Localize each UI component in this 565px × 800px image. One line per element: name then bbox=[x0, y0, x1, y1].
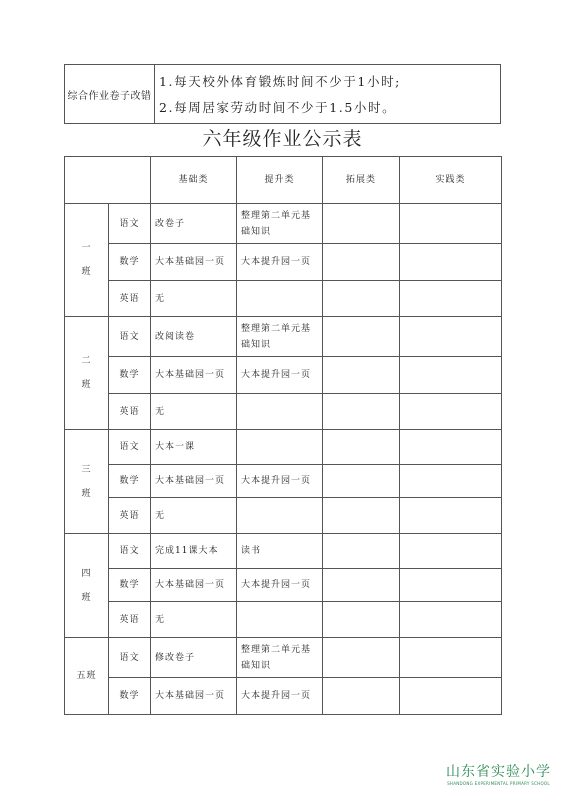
school-logo bbox=[446, 761, 551, 786]
basic-cell: 无 bbox=[151, 281, 237, 317]
top-note-label: 综合作业卷子改错 bbox=[65, 65, 155, 123]
expand-cell bbox=[323, 204, 400, 244]
improve-cell: 整理第二单元基础知识 bbox=[237, 317, 323, 357]
class-name-part: 班 bbox=[81, 488, 92, 499]
basic-cell: 大本基础园一页 bbox=[151, 569, 237, 602]
class-name-cell bbox=[65, 534, 109, 638]
basic-cell: 改阅读卷 bbox=[151, 317, 237, 357]
subject-cell: 数学 bbox=[109, 569, 151, 602]
expand-cell bbox=[323, 317, 400, 357]
practice-cell bbox=[400, 244, 502, 281]
class-name-part: 五班 bbox=[76, 671, 97, 681]
expand-cell bbox=[323, 602, 400, 638]
practice-cell bbox=[400, 281, 502, 317]
improve-cell: 大本提升园一页 bbox=[237, 465, 323, 498]
improve-cell: 整理第二单元基础知识 bbox=[237, 204, 323, 244]
practice-cell bbox=[400, 357, 502, 394]
table-row bbox=[65, 244, 502, 281]
table-row bbox=[65, 357, 502, 394]
subject-cell: 英语 bbox=[109, 498, 151, 534]
basic-cell: 大本基础园一页 bbox=[151, 678, 237, 715]
table-row bbox=[65, 534, 502, 569]
improve-cell: 大本提升园一页 bbox=[237, 678, 323, 715]
school-logo-english: SHANDONG EXPERIMENTAL PRIMARY SCHOOL bbox=[447, 781, 550, 786]
improve-cell: 大本提升园一页 bbox=[237, 244, 323, 281]
header-cell-practice: 实践类 bbox=[400, 157, 502, 204]
subject-cell: 英语 bbox=[109, 394, 151, 430]
practice-cell bbox=[400, 394, 502, 430]
expand-cell bbox=[323, 244, 400, 281]
improve-cell bbox=[237, 498, 323, 534]
basic-cell: 完成11课大本 bbox=[151, 534, 237, 569]
subject-cell: 语文 bbox=[109, 430, 151, 465]
practice-cell bbox=[400, 498, 502, 534]
subject-cell: 数学 bbox=[109, 244, 151, 281]
expand-cell bbox=[323, 678, 400, 715]
expand-cell bbox=[323, 534, 400, 569]
class-name-part: 三 bbox=[81, 464, 92, 475]
basic-cell: 无 bbox=[151, 394, 237, 430]
table-row bbox=[65, 317, 502, 357]
practice-cell bbox=[400, 534, 502, 569]
improve-cell: 大本提升园一页 bbox=[237, 569, 323, 602]
expand-cell bbox=[323, 498, 400, 534]
subject-cell: 语文 bbox=[109, 317, 151, 357]
practice-cell bbox=[400, 602, 502, 638]
class-name-part: 班 bbox=[81, 592, 92, 603]
practice-cell bbox=[400, 569, 502, 602]
class-name-cell bbox=[65, 638, 109, 715]
expand-cell bbox=[323, 281, 400, 317]
subject-cell: 英语 bbox=[109, 281, 151, 317]
top-note-lines bbox=[155, 65, 500, 123]
table-row bbox=[65, 569, 502, 602]
subject-cell: 语文 bbox=[109, 534, 151, 569]
class-name-part: 班 bbox=[81, 380, 92, 390]
table-header-row bbox=[65, 157, 502, 204]
improve-cell bbox=[237, 602, 323, 638]
basic-cell: 无 bbox=[151, 602, 237, 638]
expand-cell bbox=[323, 638, 400, 678]
header-cell-improve: 提升类 bbox=[237, 157, 323, 204]
class-name-part: 班 bbox=[81, 267, 92, 277]
improve-cell bbox=[237, 281, 323, 317]
table-row bbox=[65, 602, 502, 638]
table-row bbox=[65, 204, 502, 244]
improve-cell bbox=[237, 394, 323, 430]
practice-cell bbox=[400, 430, 502, 465]
page-title: 六年级作业公示表 bbox=[202, 128, 363, 150]
class-name-cell bbox=[65, 204, 109, 317]
improve-cell: 读书 bbox=[237, 534, 323, 569]
expand-cell bbox=[323, 430, 400, 465]
top-note-line-1: 1.每天校外体育锻炼时间不少于1小时; bbox=[159, 74, 401, 89]
practice-cell bbox=[400, 317, 502, 357]
header-cell-blank bbox=[65, 157, 151, 204]
table-row bbox=[65, 678, 502, 715]
expand-cell bbox=[323, 357, 400, 394]
class-name-cell bbox=[65, 317, 109, 430]
improve-cell: 大本提升园一页 bbox=[237, 357, 323, 394]
basic-cell: 无 bbox=[151, 498, 237, 534]
subject-cell: 数学 bbox=[109, 678, 151, 715]
subject-cell: 数学 bbox=[109, 465, 151, 498]
class-name-part: 一 bbox=[81, 243, 92, 253]
basic-cell: 大本基础园一页 bbox=[151, 357, 237, 394]
subject-cell: 语文 bbox=[109, 638, 151, 678]
practice-cell bbox=[400, 638, 502, 678]
practice-cell bbox=[400, 465, 502, 498]
practice-cell bbox=[400, 204, 502, 244]
improve-cell bbox=[237, 430, 323, 465]
table-row bbox=[65, 430, 502, 465]
homework-table bbox=[64, 156, 502, 715]
header-cell-basic: 基础类 bbox=[151, 157, 237, 204]
expand-cell bbox=[323, 394, 400, 430]
class-name-part: 二 bbox=[81, 356, 92, 366]
table-row bbox=[65, 638, 502, 678]
improve-cell: 整理第二单元基础知识 bbox=[237, 638, 323, 678]
subject-cell: 英语 bbox=[109, 602, 151, 638]
class-name-cell bbox=[65, 430, 109, 534]
practice-cell bbox=[400, 678, 502, 715]
table-row bbox=[65, 465, 502, 498]
table-row bbox=[65, 498, 502, 534]
table-row bbox=[65, 281, 502, 317]
table-row bbox=[65, 394, 502, 430]
subject-cell: 语文 bbox=[109, 204, 151, 244]
basic-cell: 修改卷子 bbox=[151, 638, 237, 678]
expand-cell bbox=[323, 569, 400, 602]
expand-cell bbox=[323, 465, 400, 498]
school-logo-chinese: 山东省实验小学 bbox=[446, 764, 551, 780]
header-cell-expand: 拓展类 bbox=[323, 157, 400, 204]
basic-cell: 大本一课 bbox=[151, 430, 237, 465]
basic-cell: 大本基础园一页 bbox=[151, 244, 237, 281]
basic-cell: 大本基础园一页 bbox=[151, 465, 237, 498]
top-note-table bbox=[64, 64, 501, 124]
subject-cell: 数学 bbox=[109, 357, 151, 394]
class-name-part: 四 bbox=[81, 568, 92, 579]
top-note-line-2: 2.每周居家劳动时间不少于1.5小时。 bbox=[159, 100, 397, 115]
basic-cell: 改卷子 bbox=[151, 204, 237, 244]
